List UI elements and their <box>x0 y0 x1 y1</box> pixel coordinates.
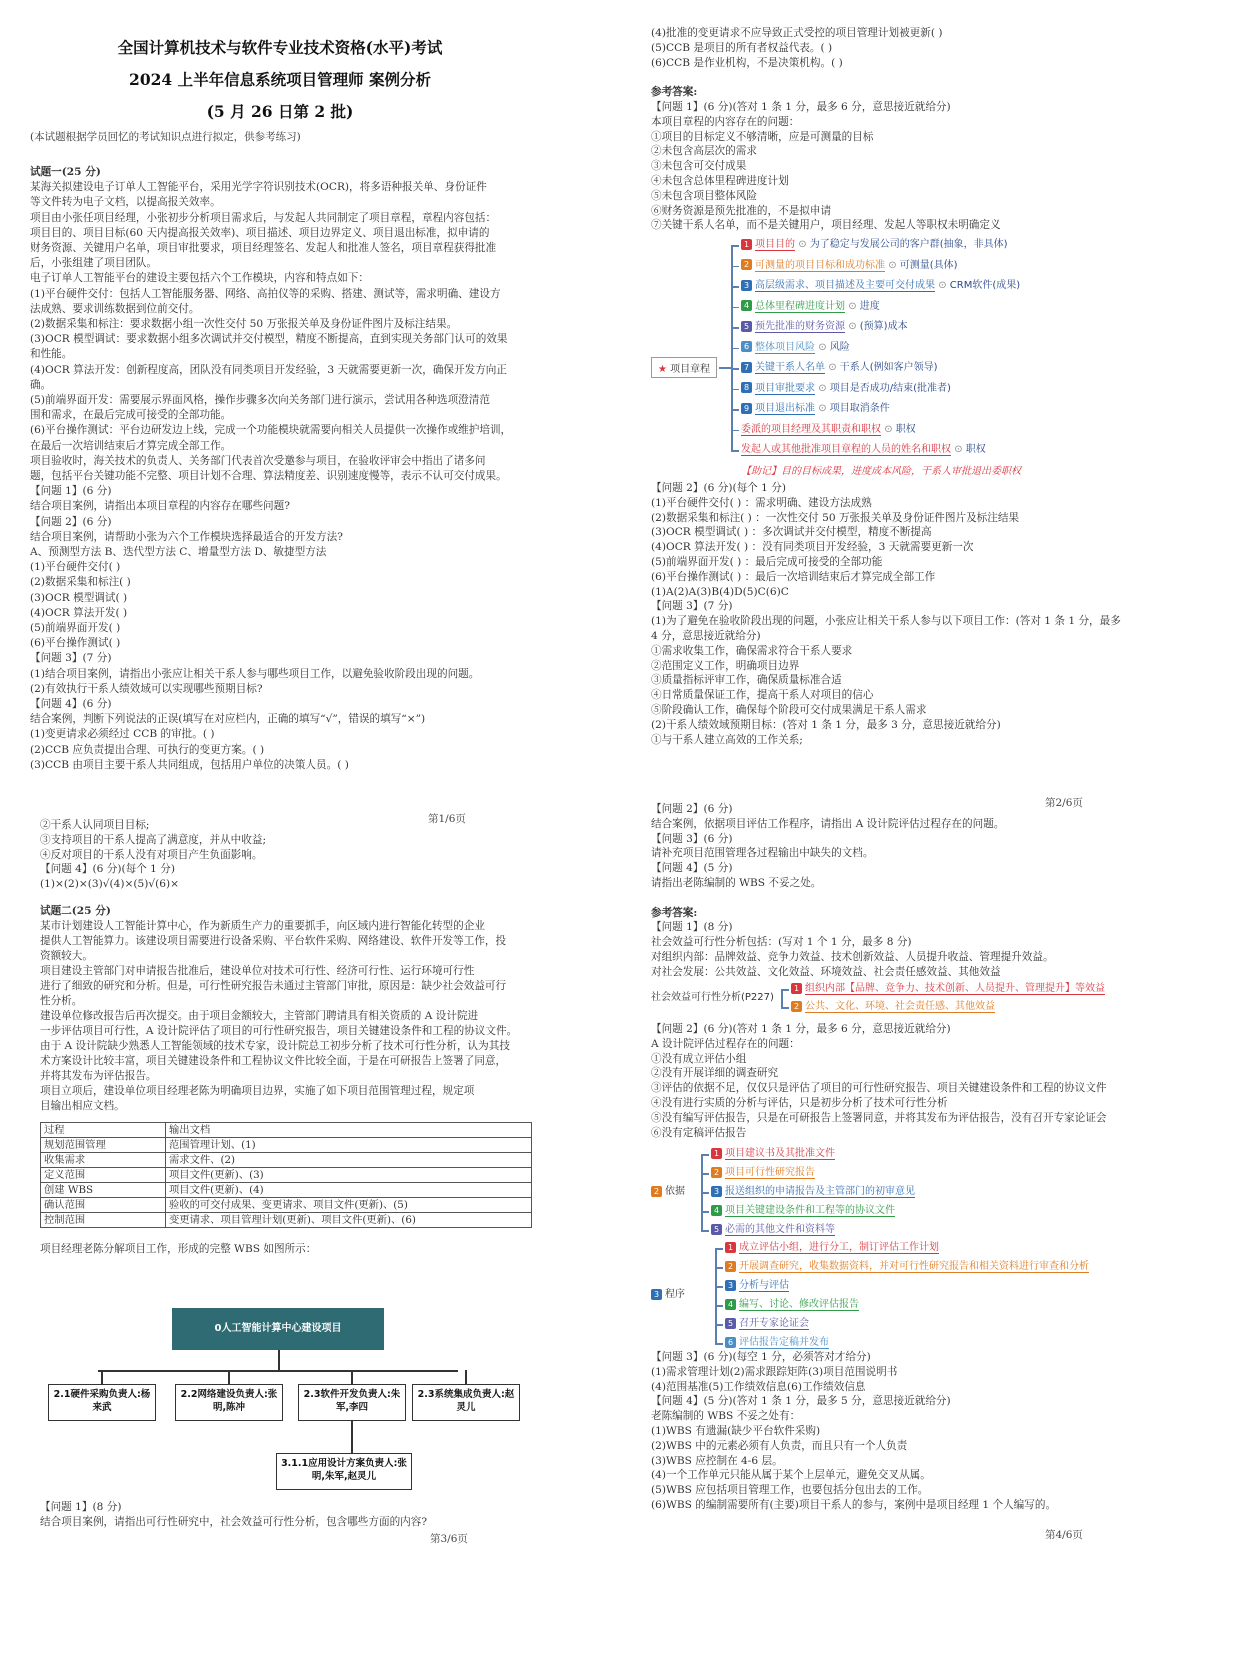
mindmap-root-label: 社会效益可行性分析(P227) <box>651 992 774 1003</box>
text-line: 项目立项后，建设单位项目经理老陈为明确项目边界，实施了如下项目范围管理过程，规定项 <box>40 1085 475 1097</box>
text-line: 某海关拟建设电子订单人工智能平台，采用光学字符识别技术(OCR)，将多语种报关单、身份证件 <box>30 181 487 194</box>
text-line: 【问题 1】(6 分) <box>30 485 112 498</box>
text-line: 结合项目案例，请帮助小张为六个工作模块选择最适合的开发方法? <box>30 530 343 543</box>
mindmap-connector <box>781 1007 789 1009</box>
text-line: 术方案设计比较丰富，项目关键建设条件和工程协议文件比较全面，于是在可研报告上签署了同意， <box>40 1055 507 1067</box>
mindmap-root-label: 程序 <box>665 1289 685 1300</box>
process-cell: 控制范围 <box>41 1213 166 1228</box>
process-cell: 创建 WBS <box>41 1183 166 1198</box>
text-line: 对组织内部：品牌效益、竞争力效益、技术创新效益、人员提升收益、管理提升效益。 <box>651 951 1054 963</box>
text-line: (3)OCR 模型调试( ) <box>30 591 128 604</box>
mindmap-connector <box>731 245 739 247</box>
table-row <box>41 1138 532 1153</box>
item-number: 2 <box>711 1167 722 1178</box>
item-label: 项目审批要求 <box>755 382 815 394</box>
text-line: (1)平台硬件交付( ) ：需求明确、建设方法成熟 <box>651 496 872 509</box>
item-label: 开展调查研究，收集数据资料，并对可行性研究报告和相关资料进行审查和分析 <box>739 1261 1089 1272</box>
item-label: 可测量的项目目标和成功标准 <box>755 259 885 271</box>
text-line: 题，包括平台关键功能不完整、项目计划不合理、算法精度差、识别速度慢等，表示不认可交付成果。 <box>30 470 507 482</box>
page-number: 第3/6页 <box>430 1533 468 1545</box>
text-line: (6)平台操作测试( ) <box>30 637 121 650</box>
process-cell: 过程 <box>41 1123 166 1138</box>
mindmap-item <box>711 1147 835 1161</box>
text-line: (2)数据采集和标注( ) <box>30 576 131 589</box>
text-line: 试题二(25 分) <box>40 905 111 917</box>
mindmap-item <box>741 423 916 437</box>
text-line: 【问题 3】(7 分) <box>651 600 733 613</box>
item-label: 关键干系人名单 <box>755 362 825 373</box>
item-detail: 干系人(例如客户领导) <box>839 362 938 373</box>
item-label: 编写、讨论、修改评估报告 <box>739 1299 859 1310</box>
table-row <box>41 1123 532 1138</box>
text-line: 老陈编制的 WBS 不妥之处有： <box>651 1410 801 1423</box>
mindmap-item <box>725 1317 809 1331</box>
mindmap-connector <box>781 989 783 1007</box>
text-line: 参考答案: <box>651 906 698 919</box>
mindmap-item <box>741 320 908 334</box>
exam-subtitle: 2024 上半年信息系统项目管理师 案例分析 <box>129 70 431 89</box>
table-row <box>41 1153 532 1168</box>
item-label: 高层级需求、项目描述及主要可交付成果 <box>755 280 935 291</box>
text-line: 一步评估项目可行性，A 设计院评估了项目的可行性研究报告，项目关键建设条件和工程的协议文件。 <box>40 1025 518 1037</box>
text-line: 财务资源、关键用户名单，项目审批要求，项目经理签名、发起人和批准人签名，项目章程获得批准 <box>30 242 497 254</box>
item-detail: CRM软件(成果) <box>949 280 1021 291</box>
text-line: (4)批准的变更请求不应导致正式受控的项目管理计划被更新( ) <box>651 27 943 39</box>
text-line: (3)OCR 模型调试：要求数据小组多次调试并交付模型，精度不断提高，直到实现关务部门认可的效果 <box>30 333 508 346</box>
item-number: 3 <box>711 1186 722 1197</box>
text-line: 对社会发展：公共效益、文化效益、环境效益、社会责任感效益、其他效益 <box>651 965 1001 978</box>
text-line: 项目目的、项目目标(60 天内提高报关效率)、项目描述、项目边界定义、项目退出标准，拟申请的 <box>30 226 490 239</box>
mindmap-item <box>741 341 850 355</box>
text-line: (6)WBS 的编制需要所有(主要)项目干系人的参与，案例中是项目经理 1 个人编写的。 <box>651 1499 1057 1511</box>
text-line: 结合案例，依据项目评估工作程序，请指出 A 设计院评估过程存在的问题。 <box>651 817 1005 830</box>
text-line: (1)平台硬件交付：包括人工智能服务器、网络、高拍仪等的采购、搭建、测试等，需求明确、建设方 <box>30 287 501 300</box>
item-number: 8 <box>741 382 752 393</box>
item-label: 整体项目风险 <box>755 341 815 353</box>
text-line: (2)WBS 中的元素必须有人负责，而且只有一个人负责 <box>651 1439 908 1452</box>
text-line: 建设单位修改报告后再次提交。由于项目金额较大，主管部门聘请具有相关资质的 A 设计院进 <box>40 1010 479 1022</box>
page-number: 第2/6页 <box>1045 797 1083 809</box>
table-row <box>41 1198 532 1213</box>
page-1 <box>0 0 621 840</box>
text-line: ③质量指标评审工作，确保质量标准合适 <box>651 674 842 687</box>
text-line: (3)OCR 模型调试( ) ：多次调试并交付模型，精度不断提高 <box>651 526 932 539</box>
text-line: 请指出老陈编制的 WBS 不妥之处。 <box>651 877 822 889</box>
mindmap-item <box>711 1223 835 1237</box>
text-line: (1)WBS 有遗漏(缺少平台软件采购) <box>651 1425 821 1437</box>
connector-dot: ⊙ <box>798 239 807 250</box>
text-line: (5)CCB 是项目的所有者权益代表。( ) <box>651 41 833 54</box>
mindmap-item <box>741 279 1020 293</box>
table-row <box>41 1183 532 1198</box>
mindmap-item <box>725 1336 829 1350</box>
item-number: 3 <box>741 280 752 291</box>
item-label: 公共、文化、环境、社会责任感、其他效益 <box>805 1001 995 1012</box>
mindmap-connector <box>731 266 739 268</box>
wbs-connector <box>278 1350 280 1370</box>
output-cell: 项目文件(更新)、(4) <box>166 1183 532 1198</box>
wbs-connector <box>228 1370 230 1384</box>
output-cell: 变更请求、项目管理计划(更新)、项目文件(更新)、(6) <box>166 1213 532 1228</box>
text-line: 电子订单人工智能平台的建设主要包括六个工作模块，内容和特点如下： <box>30 272 369 285</box>
scope-process-table <box>40 1122 532 1228</box>
text-line: 资额较大。 <box>40 950 93 962</box>
item-label: 预先批准的财务资源 <box>755 321 845 332</box>
text-line: 【问题 4】(5 分) <box>651 862 733 875</box>
item-label: 项目目的 <box>755 239 795 250</box>
wbs-intro: 项目经理老陈分解项目工作，形成的完整 WBS 如图所示： <box>40 1243 317 1255</box>
text-line: 【问题 3】(6 分) <box>651 832 733 845</box>
text-line: 参考答案: <box>651 86 698 99</box>
text-line: 社会效益可行性分析包括：(写对 1 个 1 分，最多 8 分) <box>651 936 912 949</box>
table-row <box>41 1213 532 1228</box>
mindmap-connector <box>701 1154 709 1156</box>
text-line: (5)前端界面开发( ) ：最后完成可接受的全部功能 <box>651 556 883 568</box>
mindmap-connector <box>701 1192 709 1194</box>
text-line: ①与干系人建立高效的工作关系; <box>651 733 803 746</box>
text-line: 【问题 4】(6 分) <box>30 698 112 710</box>
mindmap-item <box>725 1241 939 1255</box>
item-label: 项目退出标准 <box>755 403 815 414</box>
wbs-root-node: 0人工智能计算中心建设项目 <box>172 1308 384 1350</box>
connector-dot: ⊙ <box>938 280 947 291</box>
item-number: 9 <box>741 403 752 414</box>
item-label: 项目可行性研究报告 <box>725 1167 815 1178</box>
item-number: 5 <box>741 321 752 332</box>
item-label: 项目建议书及其批准文件 <box>725 1148 835 1159</box>
wbs-connector <box>351 1421 353 1453</box>
mindmap-item <box>741 259 958 273</box>
text-line: 某市计划建设人工智能计算中心，作为新质生产力的重要抓手，向区域内进行智能化转型的企业 <box>40 920 485 932</box>
text-line: 结合项目案例，请指出本项目章程的内容存在哪些问题? <box>30 500 290 513</box>
text-line: ①需求收集工作，确保需求符合干系人要求 <box>651 644 853 657</box>
mindmap-connector <box>701 1173 709 1175</box>
mindmap-root <box>651 1185 685 1199</box>
text-line: (2)干系人绩效域预期目标：(答对 1 条 1 分，最多 3 分，意思接近就给分) <box>651 718 1001 731</box>
text-line: 试题一(25 分) <box>30 166 101 178</box>
output-cell: 范围管理计划、(1) <box>166 1138 532 1153</box>
text-line: 请补充项目范围管理各过程输出中缺失的文档。 <box>651 847 874 860</box>
wbs-node: 2.1硬件采购负责人:杨 来武 <box>48 1384 156 1421</box>
mindmap-item <box>711 1166 815 1180</box>
mindmap-connector <box>731 307 739 309</box>
item-number: 1 <box>791 983 802 994</box>
text-line: (1)需求管理计划(2)需求跟踪矩阵(3)项目范围说明书 <box>651 1365 898 1378</box>
text-line: (6)平台操作测试( ) ：最后一次培训结束后才算完成全部工作 <box>651 570 936 583</box>
item-detail: 进度 <box>859 300 880 312</box>
mindmap-connector <box>715 1248 717 1343</box>
item-detail: 职权 <box>965 444 986 455</box>
text-line: (1)变更请求必须经过 CCB 的审批。( ) <box>30 728 215 741</box>
text-line: 本项目章程的内容存在的问题： <box>651 115 800 128</box>
text-line: ③支持项目的干系人提高了满意度，并从中收益; <box>40 833 267 846</box>
connector-dot: ⊙ <box>888 259 897 271</box>
mindmap-item <box>741 361 938 375</box>
text-line: 项目验收时，海关技术的负责人、关务部门代表首次受邀参与项目，在验收评审会中指出了诸多问 <box>30 454 486 467</box>
text-line: (3)WBS 应控制在 4-6 层。 <box>651 1454 783 1467</box>
item-number: 2 <box>725 1261 736 1272</box>
connector-dot: ⊙ <box>828 362 837 373</box>
connector-dot: ⊙ <box>954 444 963 455</box>
item-number: 3 <box>725 1280 736 1291</box>
text-line: 等文件转为电子文档，以提高报关效率。 <box>30 196 221 209</box>
mindmap-connector <box>731 389 739 391</box>
mindmap-item <box>741 382 951 396</box>
text-line: ④未包含总体里程碑进度计划 <box>651 175 789 187</box>
item-label: 总体里程碑进度计划 <box>755 300 845 312</box>
text-line: (1)为了避免在验收阶段出现的问题，小张应让相关干系人参与以下项目工作：(答对 1 条 1 分，最多 <box>651 615 1121 628</box>
text-line: A、预测型方法 B、迭代型方法 C、增量型方法 D、敏捷型方法 <box>30 546 327 558</box>
connector-dot: ⊙ <box>818 341 827 353</box>
output-cell: 项目文件(更新)、(3) <box>166 1168 532 1183</box>
text-line: 和性能。 <box>30 348 73 361</box>
text-line: 目输出相应文档。 <box>40 1100 125 1112</box>
text-line: 【问题 4】(6 分)(每个 1 分) <box>40 863 175 876</box>
text-line: (5)前端界面开发( ) <box>30 622 121 634</box>
text-line: (4)OCR 算法开发：创新程度高，团队没有同类项目开发经验，3 天就需要更新一次，确保开发方向正 <box>30 363 507 376</box>
mindmap-item <box>711 1204 895 1218</box>
text-line: 【问题 1】(8 分) <box>40 1501 122 1513</box>
wbs-connector <box>351 1370 353 1384</box>
text-line: 围和需求，在最后完成可接受的全部功能。 <box>30 409 232 422</box>
item-number: 4 <box>725 1299 736 1310</box>
text-line: (2)CCB 应负责提出合理、可执行的变更方案。( ) <box>30 743 265 756</box>
mindmap-connector <box>731 348 739 350</box>
mindmap-connector <box>715 1267 723 1269</box>
text-line: ⑤没有编写评估报告，只是在可研报告上签署同意，并将其发布为评估报告，没有召开专家论证会 <box>651 1111 1107 1124</box>
wbs-connector <box>98 1370 458 1372</box>
process-cell: 确认范围 <box>41 1198 166 1213</box>
text-line: 【问题 3】(6 分)(每空 1 分，必须答对才给分) <box>651 1351 871 1363</box>
mindmap-root <box>651 1288 685 1302</box>
wbs-leaf-node: 3.1.1应用设计方案负责人:张 明,朱军,赵灵儿 <box>276 1453 412 1490</box>
text-line: (2)有效执行干系人绩效域可以实现哪些预期目标? <box>30 682 263 695</box>
mindmap-root-label: 项目章程 <box>670 364 711 375</box>
mindmap-connector <box>715 1286 723 1288</box>
item-detail: 项目取消条件 <box>829 403 890 414</box>
mindmap-connector <box>781 989 789 991</box>
item-label: 必需的其他文件和资料等 <box>725 1224 835 1235</box>
process-cell: 定义范围 <box>41 1168 166 1183</box>
text-line: ⑦关键干系人名单，而不是关键用户，项目经理、发起人等职权未明确定义 <box>651 219 1001 232</box>
text-line: 【问题 2】(6 分) <box>651 803 733 815</box>
item-label: 报送组织的申请报告及主管部门的初审意见 <box>725 1186 915 1197</box>
item-number: 6 <box>725 1337 736 1348</box>
text-line: (6)平台操作测试：平台边研发边上线，完成一个功能模块就需要向相关人员提供一次操作或维护培训， <box>30 424 512 437</box>
text-line: ②干系人认同项目目标; <box>40 819 150 831</box>
item-label: 分析与评估 <box>739 1280 789 1291</box>
text-line: ①没有成立评估小组 <box>651 1052 747 1065</box>
item-detail: (预算)成本 <box>859 321 908 332</box>
item-detail: 职权 <box>895 423 916 435</box>
mindmap-root <box>651 991 774 1005</box>
text-line: ④日常质量保证工作，提高干系人对项目的信心 <box>651 689 874 702</box>
mindmap-connector <box>731 450 739 452</box>
mindmap-root <box>651 357 717 378</box>
item-number: 4 <box>741 300 752 311</box>
item-label: 评估报告定稿并发布 <box>739 1337 829 1348</box>
page-number: 第1/6页 <box>428 813 466 825</box>
item-label: 委派的项目经理及其职责和职权 <box>741 423 881 435</box>
item-number: 1 <box>741 239 752 250</box>
text-line: ②未包含高层次的需求 <box>651 145 757 158</box>
text-line: ①项目的目标定义不够清晰，应是可测量的目标 <box>651 130 874 143</box>
mindmap-connector <box>731 327 739 329</box>
text-line: (2)数据采集和标注：要求数据小组一次性交付 50 万张报关单及身份证件图片及标注结果。 <box>30 318 458 330</box>
item-number: 5 <box>725 1318 736 1329</box>
text-line: ③评估的依据不足，仅仅只是评估了项目的可行性研究报告、项目关键建设条件和工程的协议文件 <box>651 1082 1107 1095</box>
output-cell: 需求文件、(2) <box>166 1153 532 1168</box>
text-line: ⑥没有定稿评估报告 <box>651 1126 747 1139</box>
item-label: 召开专家论证会 <box>739 1318 809 1329</box>
mindmap-connector <box>715 1343 723 1345</box>
mindmap-connector <box>731 430 739 432</box>
wbs-node: 2.2网络建设负责人:张 明,陈冲 <box>175 1384 283 1421</box>
mindmap-connector <box>701 1230 709 1232</box>
mindmap-item <box>741 238 1008 252</box>
connector-dot: ⊙ <box>884 423 893 435</box>
mindmap-root-label: 依据 <box>665 1186 685 1197</box>
item-detail: 为了稳定与发展公司的客户群(抽象，非具体) <box>809 239 1008 250</box>
mindmap-connector <box>715 1248 723 1250</box>
item-number: 4 <box>711 1205 722 1216</box>
item-number: 6 <box>741 341 752 352</box>
mindmap-item <box>725 1260 1089 1274</box>
text-line: ⑤阶段确认工作，确保每个阶段可交付成果满足干系人需求 <box>651 704 927 716</box>
item-number: 1 <box>725 1242 736 1253</box>
mindmap-item <box>741 443 986 457</box>
mindmap-connector <box>701 1211 709 1213</box>
item-label: 项目关键建设条件和工程等的协议文件 <box>725 1205 895 1216</box>
exam-title: 全国计算机技术与软件专业技术资格(水平)考试 <box>117 38 443 57</box>
mindmap-item <box>725 1279 789 1293</box>
connector-dot: ⊙ <box>848 321 857 332</box>
text-line: 由于 A 设计院缺少熟悉人工智能领域的技术专家，设计院总工初步分析了技术可行性分析，认为其技 <box>40 1040 510 1052</box>
item-detail: 可测量(具体) <box>899 259 958 271</box>
connector-dot: ⊙ <box>818 382 827 394</box>
mindmap-connector <box>715 1305 723 1307</box>
mnemonic-note: 【助记】目的目标成果，进度成本风险，干系人审批退出委职权 <box>741 465 1021 477</box>
item-label: 成立评估小组，进行分工，制订评估工作计划 <box>739 1242 939 1253</box>
text-line: 【问题 2】(6 分) <box>30 515 112 528</box>
text-line: 4 分，意思接近就给分) <box>651 630 761 642</box>
mindmap-connector <box>715 1324 723 1326</box>
text-line: ⑥财务资源是预先批准的，不是拟申请 <box>651 204 832 217</box>
text-line: 进行了细致的研究和分析。但是，可行性研究报告未通过主管部门审批，原因是：缺少社会效益可行 <box>40 980 507 992</box>
text-line: ②范围定义工作，明确项目边界 <box>651 659 800 672</box>
text-line: (1)×(2)×(3)√(4)×(5)√(6)× <box>40 878 180 891</box>
output-cell: 验收的可交付成果、变更请求、项目文件(更新)、(5) <box>166 1198 532 1213</box>
text-line: (4)OCR 算法开发( ) <box>30 606 128 619</box>
text-line: 项目建设主管部门对申请报告批准后，建设单位对技术可行性、经济可行性、运行环境可行性 <box>40 965 475 977</box>
text-line: 确。 <box>30 378 52 391</box>
star-icon: ★ <box>658 364 667 375</box>
item-number: 2 <box>741 259 752 270</box>
output-cell: 输出文档 <box>166 1123 532 1138</box>
text-line: 【问题 2】(6 分)(每个 1 分) <box>651 482 786 494</box>
mindmap-connector <box>731 409 739 411</box>
item-number: 1 <box>711 1148 722 1159</box>
wbs-node: 2.3软件开发负责人:朱 军,李四 <box>298 1384 406 1421</box>
text-line: (4)OCR 算法开发( ) ：没有同类项目开发经验，3 天就需要更新一次 <box>651 541 974 554</box>
exam-note: (本试题根据学员回忆的考试知识点进行拟定，供参考练习) <box>30 131 301 143</box>
text-line: 后，小张组建了项目团队。 <box>30 257 158 270</box>
text-line: 性分析。 <box>40 995 83 1007</box>
text-line: 【问题 3】(7 分) <box>30 652 112 665</box>
page-2 <box>621 0 1242 840</box>
mindmap-item <box>741 300 880 314</box>
text-line: 【问题 1】(8 分) <box>651 921 733 934</box>
text-line: 结合案例，判断下列说法的正误(填写在对应栏内，正确的填写“√”，错误的填写“×”) <box>30 713 426 726</box>
text-line: ④反对项目的干系人没有对项目产生负面影响。 <box>40 848 263 861</box>
item-number: 7 <box>741 362 752 373</box>
text-line: A 设计院评估过程存在的问题： <box>651 1037 800 1050</box>
text-line: (4)范围基准(5)工作绩效信息(6)工作绩效信息 <box>651 1380 866 1393</box>
mindmap-item <box>741 402 890 416</box>
text-line: (6)CCB 是作业机构，不是决策机构。( ) <box>651 56 843 69</box>
text-line: (5)前端界面开发：需要展示界面风格，操作步骤多次向关务部门进行演示，尝试用各种选项澄清范 <box>30 394 490 406</box>
text-line: 提供人工智能算力。该建设项目需要进行设备采购、平台软件采购、网络建设、软件开发等工作，投 <box>40 935 507 947</box>
wbs-connector <box>101 1370 103 1384</box>
connector-dot: ⊙ <box>848 300 857 312</box>
item-number: 2 <box>791 1001 802 1012</box>
item-detail: 风险 <box>829 341 850 353</box>
item-label: 发起人或其他批准项目章程的人员的姓名和职权 <box>741 444 951 455</box>
text-line: 【问题 4】(5 分)(答对 1 条 1 分，最多 5 分，意思接近就给分) <box>651 1395 951 1408</box>
mindmap-item <box>791 1000 995 1014</box>
text-line: 【问题 1】(6 分)(答对 1 条 1 分，最多 6 分，意思接近就给分) <box>651 101 951 113</box>
item-number: 3 <box>651 1289 662 1300</box>
process-cell: 收集需求 <box>41 1153 166 1168</box>
mindmap-connector <box>731 368 739 370</box>
connector-dot: ⊙ <box>818 403 827 414</box>
text-line: 在最后一次培训结束后才算完成全部工作。 <box>30 439 232 452</box>
page-number: 第4/6页 <box>1045 1529 1083 1541</box>
text-line: 结合项目案例，请指出可行性研究中，社会效益可行性分析，包含哪些方面的内容? <box>40 1516 428 1528</box>
exam-batch: (5 月 26 日第 2 批) <box>206 102 354 121</box>
mindmap-connector <box>719 367 731 369</box>
item-number: 2 <box>651 1186 662 1197</box>
item-detail: 项目是否成功/结束(批准者) <box>829 382 951 394</box>
text-line: 法成熟、要求训练数据到位前交付。 <box>30 302 200 315</box>
text-line: 项目由小张任项目经理，小张初步分析项目需求后，与发起人共同制定了项目章程，章程内容包括： <box>30 211 497 224</box>
wbs-node: 2.3系统集成负责人:赵 灵儿 <box>412 1384 520 1421</box>
text-line: 并将其发布为评估报告。 <box>40 1070 157 1082</box>
text-line: ②没有开展详细的调查研究 <box>651 1067 779 1080</box>
wbs-connector <box>465 1370 467 1384</box>
table-row <box>41 1168 532 1183</box>
mindmap-item <box>711 1185 915 1199</box>
text-line: (1)平台硬件交付( ) <box>30 561 121 574</box>
mindmap-connector <box>731 286 739 288</box>
text-line: ④没有进行实质的分析与评估，只是初步分析了技术可行性分析 <box>651 1097 948 1109</box>
text-line: 【问题 2】(6 分)(答对 1 条 1 分，最多 6 分，意思接近就给分) <box>651 1023 951 1035</box>
mindmap-item <box>791 982 1105 996</box>
item-number: 5 <box>711 1224 722 1235</box>
process-cell: 规划范围管理 <box>41 1138 166 1153</box>
text-line: ⑤未包含项目整体风险 <box>651 189 757 202</box>
text-line: (3)CCB 由项目主要干系人共同组成，包括用户单位的决策人员。( ) <box>30 758 349 771</box>
item-label: 组织内部【品牌、竞争力、技术创新、人员提升、管理提升】等效益 <box>805 983 1105 994</box>
text-line: (2)数据采集和标注( ) ：一次性交付 50 万张报关单及身份证件图片及标注结果 <box>651 511 1020 524</box>
mindmap-item <box>725 1298 859 1312</box>
text-line: (4)一个工作单元只能从属于某个上层单元，避免交叉从属。 <box>651 1469 931 1482</box>
text-line: (5)WBS 应包括项目管理工作，也要包括分包出去的工作。 <box>651 1484 929 1497</box>
text-line: (1)结合项目案例，请指出小张应让相关干系人参与哪些项目工作，以避免验收阶段出现的问题。 <box>30 667 480 680</box>
text-line: ③未包含可交付成果 <box>651 160 747 173</box>
text-line: (1)A(2)A(3)B(4)D(5)C(6)C <box>651 585 789 598</box>
